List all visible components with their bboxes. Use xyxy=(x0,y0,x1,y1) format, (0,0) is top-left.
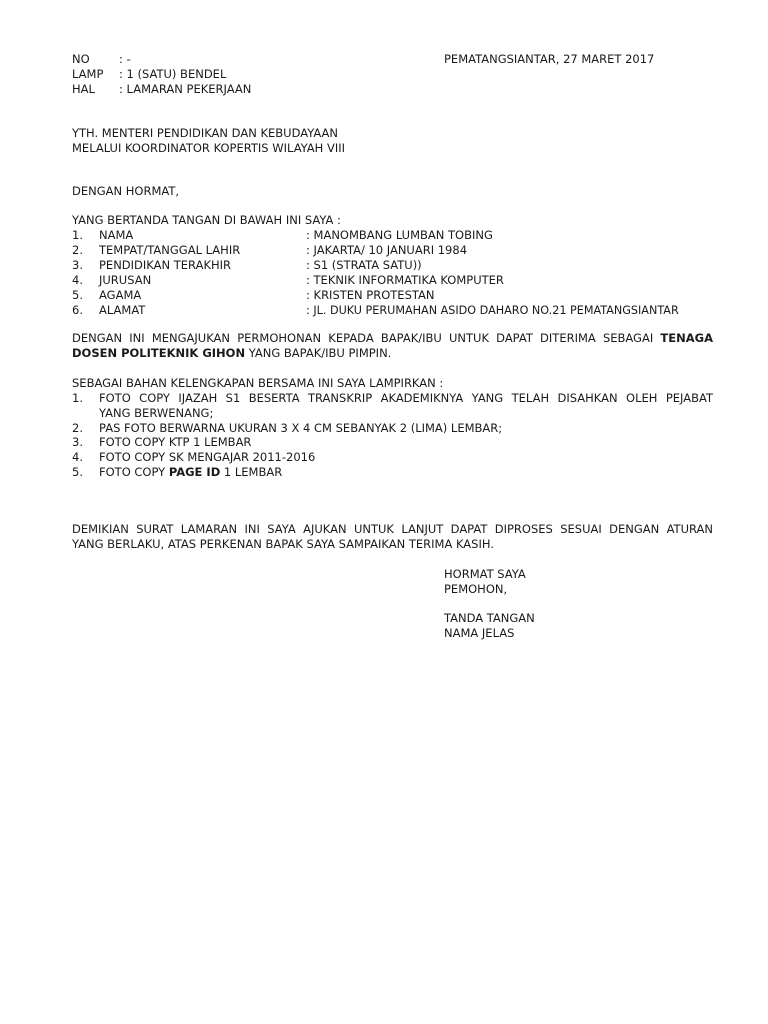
attachment-text xyxy=(99,465,282,480)
attachment-number: 5. xyxy=(72,465,83,479)
signature-name: NAMA JELAS xyxy=(444,626,515,640)
identity-number: 3. xyxy=(72,258,83,272)
identity-number: 6. xyxy=(72,303,83,317)
attachment-number: 2. xyxy=(72,421,83,435)
signature-regards: HORMAT SAYA xyxy=(444,567,526,581)
closing-line-1: DEMIKIAN SURAT LAMARAN INI SAYA AJUKAN UNTUK LANJUT DAPAT DIPROSES SESUAI DENGAN ATURAN xyxy=(72,522,713,536)
identity-label: TEMPAT/TANGGAL LAHIR xyxy=(99,243,241,257)
attachment-text: PAS FOTO BERWARNA UKURAN 3 X 4 CM SEBANYAK 2 (LIMA) LEMBAR; xyxy=(99,421,503,435)
attachment-text-continued: YANG BERWENANG; xyxy=(99,406,214,420)
attachment-number: 3. xyxy=(72,435,83,449)
identity-number: 2. xyxy=(72,243,83,257)
identity-label: NAMA xyxy=(99,228,134,242)
closing-line-2: YANG BERLAKU, ATAS PERKENAN BAPAK SAYA SAMPAIKAN TERIMA KASIH. xyxy=(72,537,494,551)
attachment-text: FOTO COPY KTP 1 LEMBAR xyxy=(99,435,252,449)
identity-value: : KRISTEN PROTESTAN xyxy=(306,288,435,302)
lamp-label: LAMP xyxy=(72,67,104,81)
identity-number: 5. xyxy=(72,288,83,302)
attachments-intro: SEBAGAI BAHAN KELENGKAPAN BERSAMA INI SAYA LAMPIRKAN : xyxy=(72,376,444,390)
request-line-1-bold: TENAGA xyxy=(660,331,713,345)
request-line-2-text: YANG BAPAK/IBU PIMPIN. xyxy=(248,346,392,360)
identity-value: : JL. DUKU PERUMAHAN ASIDO DAHARO NO.21 PEMATANGSIANTAR xyxy=(306,304,679,317)
request-line-1-text: DENGAN INI MENGAJUKAN PERMOHONAN KEPADA BAPAK/IBU UNTUK DAPAT DITERIMA SEBAGAI xyxy=(72,331,654,345)
identity-value: : S1 (STRATA SATU)) xyxy=(306,258,422,272)
identity-value: : MANOMBANG LUMBAN TOBING xyxy=(306,228,493,242)
identity-intro: YANG BERTANDA TANGAN DI BAWAH INI SAYA : xyxy=(72,213,341,227)
signature-applicant: PEMOHON, xyxy=(444,582,508,596)
attachment-bold: PAGE ID xyxy=(168,465,221,479)
attachment-number: 4. xyxy=(72,450,83,464)
no-value: : - xyxy=(119,52,131,66)
greeting: DENGAN HORMAT, xyxy=(72,184,180,198)
attachment-number: 1. xyxy=(72,391,83,405)
place-date: PEMATANGSIANTAR, 27 MARET 2017 xyxy=(444,52,655,66)
identity-label: ALAMAT xyxy=(99,303,146,317)
recipient-line-1: YTH. MENTERI PENDIDIKAN DAN KEBUDAYAAN xyxy=(72,126,338,140)
identity-label: PENDIDIKAN TERAKHIR xyxy=(99,258,232,272)
attachment-text: FOTO COPY IJAZAH S1 BESERTA TRANSKRIP AKADEMIKNYA YANG TELAH DISAHKAN OLEH PEJABAT xyxy=(99,391,713,405)
request-line-2 xyxy=(72,346,391,361)
attachment-suffix: 1 LEMBAR xyxy=(223,465,283,479)
no-label: NO xyxy=(72,52,90,66)
signature-sign: TANDA TANGAN xyxy=(444,611,535,625)
hal-value: : LAMARAN PEKERJAAN xyxy=(119,82,252,96)
identity-value: : JAKARTA/ 10 JANUARI 1984 xyxy=(306,243,468,257)
identity-number: 4. xyxy=(72,273,83,287)
identity-value: : TEKNIK INFORMATIKA KOMPUTER xyxy=(306,273,504,287)
recipient-line-2: MELALUI KOORDINATOR KOPERTIS WILAYAH VIII xyxy=(72,141,346,155)
attachment-text: FOTO COPY SK MENGAJAR 2011-2016 xyxy=(99,450,316,464)
lamp-value: : 1 (SATU) BENDEL xyxy=(119,67,227,81)
identity-label: AGAMA xyxy=(99,288,142,302)
request-line-1 xyxy=(72,331,713,346)
request-position: DOSEN POLITEKNIK GIHON xyxy=(72,346,246,360)
identity-number: 1. xyxy=(72,228,83,242)
identity-label: JURUSAN xyxy=(99,273,152,287)
attachment-prefix: FOTO COPY xyxy=(99,465,166,479)
hal-label: HAL xyxy=(72,82,95,96)
